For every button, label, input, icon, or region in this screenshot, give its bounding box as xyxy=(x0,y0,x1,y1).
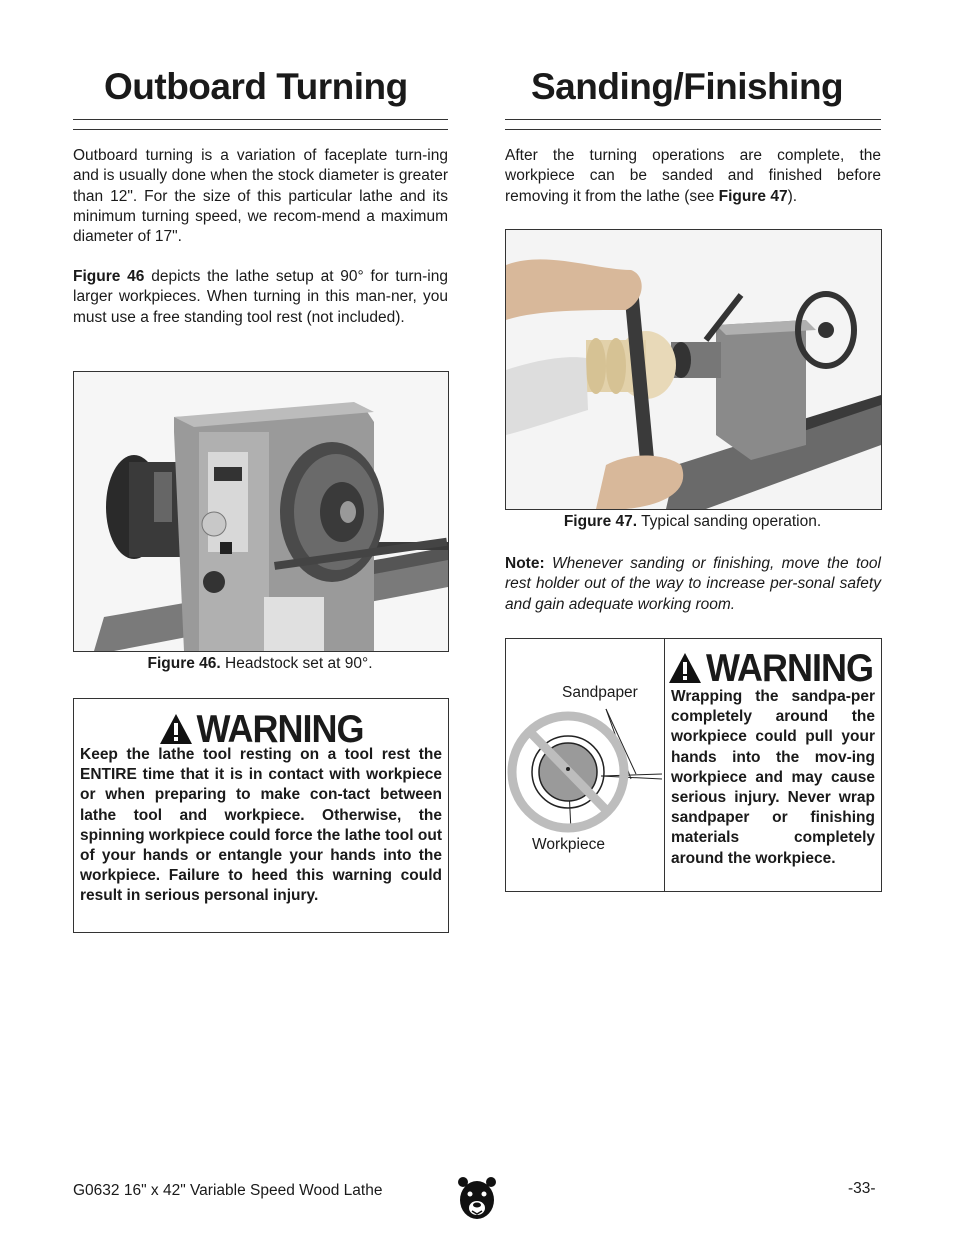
figure-46-caption xyxy=(73,655,447,673)
figure-ref: Figure 47 xyxy=(718,187,788,205)
title-rule xyxy=(73,129,448,130)
paragraph-text: ). xyxy=(787,187,798,205)
figure-label: Figure 47. xyxy=(563,513,638,530)
warning-box-sandpaper xyxy=(505,638,882,892)
warning-triangle-icon xyxy=(668,652,702,684)
note-text: Whenever sanding or finishing, move the tool rest holder out of the way to increase per-sonal safety and gain adequate working room. xyxy=(505,555,881,613)
paragraph-text: depicts the lathe setup at 90° for turn-ing larger workpieces. When turning in this man-ner, you must use a free standing tool rest (not included). xyxy=(73,268,448,326)
prohibited-wrap-diagram xyxy=(506,699,664,839)
warning-header xyxy=(668,647,878,689)
warning-text: Keep the lathe tool resting on a tool rest the ENTIRE time that it is in contact with workpiece or when preparing to make con-tact between lathe tool and workpiece. Otherwise, the spinning workpiece could force the lathe tool out of your hands or entangle your hands into the workpiece. Failure to heed this warning could result in serious personal injury. xyxy=(80,746,442,905)
bear-logo-icon xyxy=(457,1176,497,1227)
section-title-sanding: Sanding/Finishing xyxy=(531,66,844,107)
lathe-headstock-image xyxy=(74,372,448,651)
warning-text: Wrapping the sandpa-per completely around the workpiece could pull your hands into the mov-ing workpiece and may cause serious injury. Never wrap sandpaper or finishing materials completely around the workpiece. xyxy=(671,688,875,867)
paragraph-text: After the turning operations are complete, the workpiece can be sanded and finished before removing it from the lathe (see xyxy=(505,147,881,205)
figure-47-photo xyxy=(505,229,882,510)
figure-label: Figure 46. xyxy=(147,655,221,672)
page-number: -33- xyxy=(848,1180,876,1197)
section-title-outboard: Outboard Turning xyxy=(104,66,408,107)
sandpaper-label: Sandpaper xyxy=(562,684,638,701)
workpiece-label: Workpiece xyxy=(532,836,605,853)
outboard-paragraph-2 xyxy=(73,267,448,328)
warning-divider xyxy=(664,639,665,891)
title-rule xyxy=(73,119,448,120)
footer-manual-title: G0632 16" x 42" Variable Speed Wood Lathe xyxy=(73,1182,383,1199)
warning-word: WARNING xyxy=(196,706,364,751)
note-label: Note: xyxy=(505,555,545,572)
sanding-operation-image xyxy=(506,230,881,509)
warning-triangle-icon xyxy=(159,713,193,745)
warning-word: WARNING xyxy=(706,645,873,690)
bear-head-icon xyxy=(457,1176,497,1222)
title-rule xyxy=(505,129,881,130)
outboard-paragraph-1: Outboard turning is a variation of faceplate turn-ing and is usually done when the stock diameter is greater than 12". For the size of this particular lathe and its minimum turning speed, we recom-mend a maximum diameter of 17". xyxy=(73,147,448,246)
caption-text: Typical sanding operation. xyxy=(637,513,822,530)
warning-box-tool-rest xyxy=(73,698,449,933)
sanding-note xyxy=(505,554,881,615)
figure-47-caption xyxy=(505,513,880,531)
title-rule xyxy=(505,119,881,120)
figure-46-photo xyxy=(73,371,449,652)
warning-header xyxy=(74,708,448,750)
figure-ref: Figure 46 xyxy=(73,268,145,285)
sanding-paragraph xyxy=(505,146,881,207)
caption-text: Headstock set at 90°. xyxy=(220,655,373,672)
